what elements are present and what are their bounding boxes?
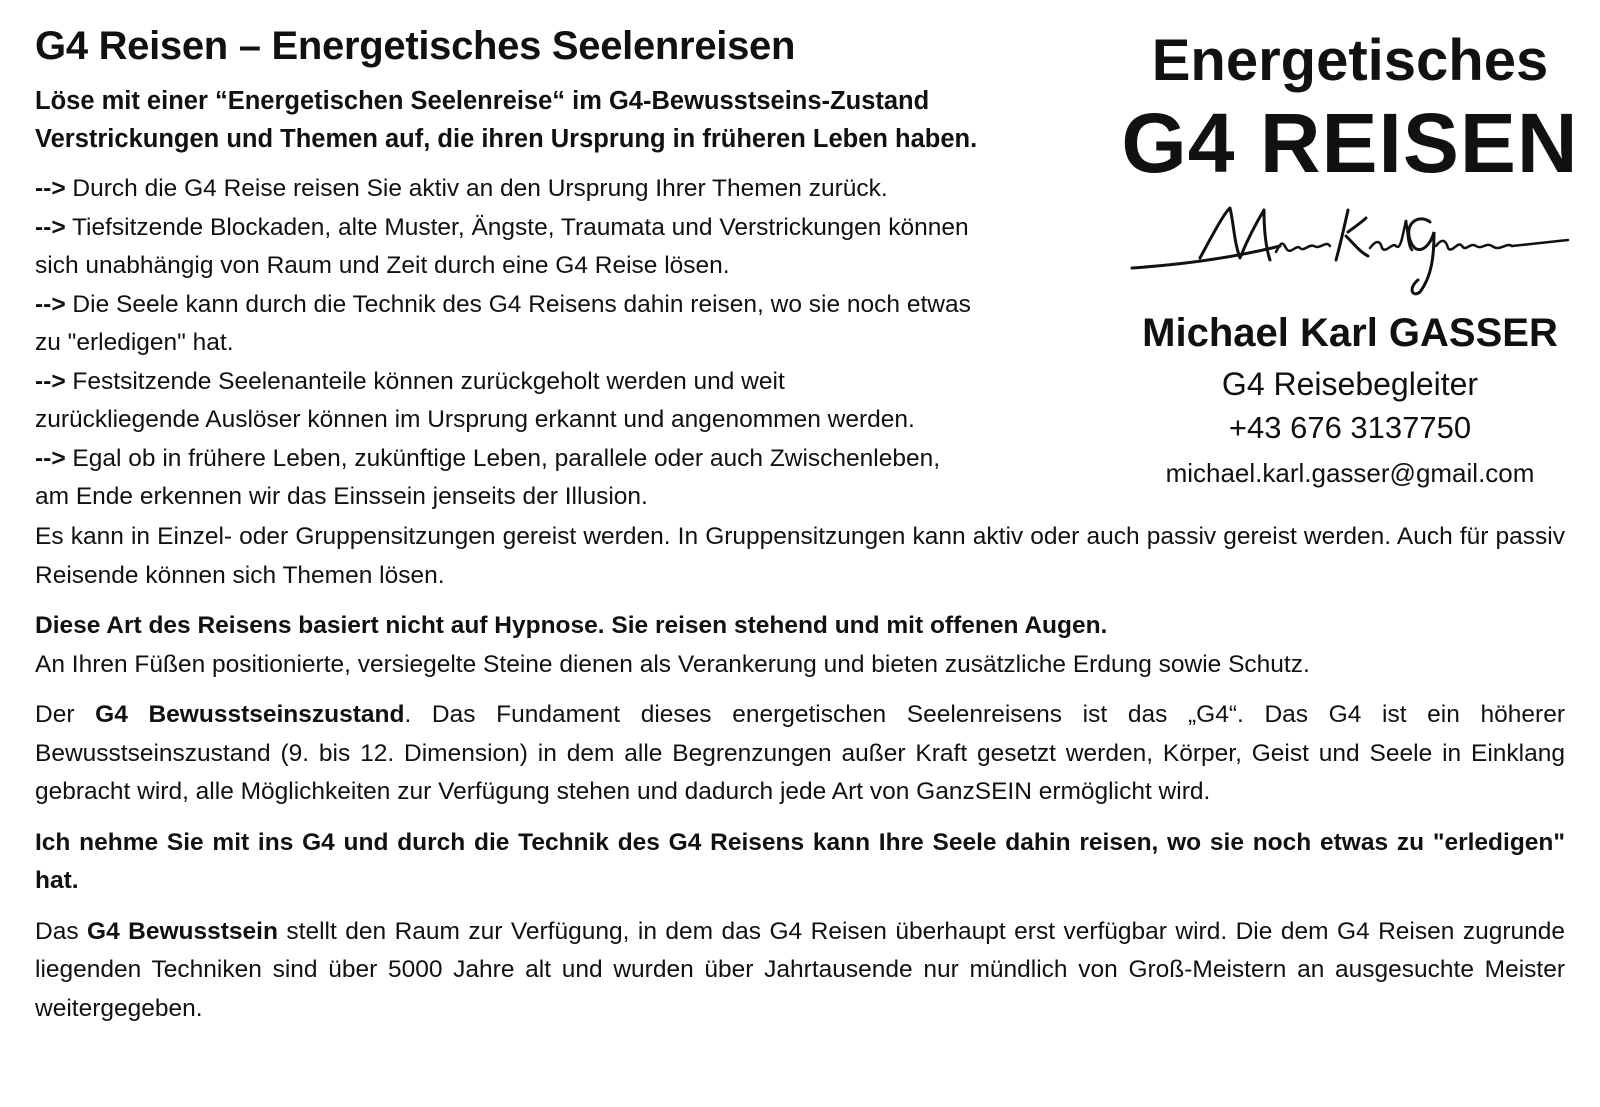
paragraph-stones: An Ihren Füßen positionierte, versiegelte Steine dienen als Verankerung und bieten zusätzliche Erdung sowie Schutz. xyxy=(35,650,1310,678)
bullet-text: Egal ob in frühere Leben, zukünftige Leben, parallele oder auch Zwischenleben, xyxy=(65,444,941,472)
bullet-text: Durch die G4 Reise reisen Sie aktiv an den Ursprung Ihrer Themen zurück. xyxy=(65,175,888,202)
bullet-text: Festsitzende Seelenanteile können zurückgeholt werden und weit xyxy=(65,367,785,395)
brand-heading-line-1: Energetisches xyxy=(1151,28,1549,93)
intro-section xyxy=(35,20,1145,517)
bullet-continuation: am Ende erkennen wir das Einssein jenseits der Illusion. xyxy=(35,483,648,510)
arrow-icon: --> xyxy=(35,213,66,241)
contact-email: michael.karl.gasser@gmail.com xyxy=(1165,458,1535,488)
text-fragment-bold: G4 Bewusstsein xyxy=(87,917,278,945)
paragraph-invitation: Ich nehme Sie mit ins G4 und durch die Technik des G4 Reisens kann Ihre Seele dahin reisen, wo sie noch etwas zu "erledigen" hat. xyxy=(35,828,1565,894)
brand-contact-block xyxy=(1120,20,1580,494)
bullet-continuation: zurückliegende Auslöser können im Ursprung erkannt und angenommen werden. xyxy=(35,406,915,433)
bullet-item xyxy=(35,209,1145,248)
contact-phone: +43 676 3137750 xyxy=(1228,410,1472,445)
bullet-item xyxy=(35,440,1145,479)
paragraph-g4-state xyxy=(35,696,1565,812)
text-fragment: Das xyxy=(35,917,88,945)
subtitle-line-1: Löse mit einer “Energetischen Seelenreise“ im G4-Bewusstseins-Zustand xyxy=(35,87,930,115)
contact-role: G4 Reisebegleiter xyxy=(1221,366,1479,402)
contact-name: Michael Karl GASSER xyxy=(1142,311,1558,355)
page-title: G4 Reisen – Energetisches Seelenreisen xyxy=(35,24,796,68)
text-fragment: Der xyxy=(35,701,96,728)
text-fragment-bold: G4 Bewusstseinszustand xyxy=(95,701,405,728)
bullet-item xyxy=(35,286,1145,325)
bullet-text: Tiefsitzende Blockaden, alte Muster, Ängste, Traumata und Verstrickungen können xyxy=(65,213,969,241)
bullet-list xyxy=(35,170,1145,517)
arrow-icon: --> xyxy=(35,367,66,395)
subtitle-line-2: Verstrickungen und Themen auf, die ihren Ursprung in früheren Leben haben. xyxy=(35,125,978,153)
subtitle xyxy=(35,82,1145,158)
arrow-icon: --> xyxy=(35,290,66,318)
text-fragment: . Das Fundament dieses energetischen Seelenreisens ist das „G4“. Das G4 ist ein höherer Bewusstseinszustand (9. bis 12. Dimension) in dem alle Begrenzungen außer Kraft gesetzt werden, Körper, Geist und Seele in Einklang gebracht wird, alle Möglichkeiten zur Verfügung stehen und dadurch jede Art von GanzSEIN ermöglicht wird. xyxy=(35,701,1565,805)
body-section xyxy=(35,518,1565,1028)
signature-icon xyxy=(1130,200,1570,300)
bullet-continuation: zu "erledigen" hat. xyxy=(35,329,234,356)
bullet-text: Die Seele kann durch die Technik des G4 Reisens dahin reisen, wo sie noch etwas xyxy=(65,290,971,318)
text-fragment: stellt den Raum zur Verfügung, in dem das G4 Reisen überhaupt erst verfügbar wird. Die dem G4 Reisen zugrunde liegenden Techniken sind über 5000 Jahre alt und wurden über Jahrtausende nur mündlich von Groß-Meistern an ausgesuchte Meister weitergegeben. xyxy=(35,917,1565,1022)
bullet-item xyxy=(35,363,1145,402)
bullet-item xyxy=(35,170,1145,209)
paragraph-sessions: Es kann in Einzel- oder Gruppensitzungen gereist werden. In Gruppensitzungen kann aktiv oder auch passiv gereist werden. Auch für passiv Reisende können sich Themen lösen. xyxy=(35,523,1565,589)
paragraph-no-hypnosis: Diese Art des Reisens basiert nicht auf Hypnose. Sie reisen stehend und mit offenen Augen. xyxy=(35,612,1108,639)
arrow-icon: --> xyxy=(35,444,66,472)
arrow-icon: --> xyxy=(35,175,66,202)
brand-heading-line-2: G4 REISEN xyxy=(1121,96,1579,190)
paragraph-g4-consciousness xyxy=(35,913,1565,1029)
bullet-continuation: sich unabhängig von Raum und Zeit durch eine G4 Reise lösen. xyxy=(35,252,730,279)
